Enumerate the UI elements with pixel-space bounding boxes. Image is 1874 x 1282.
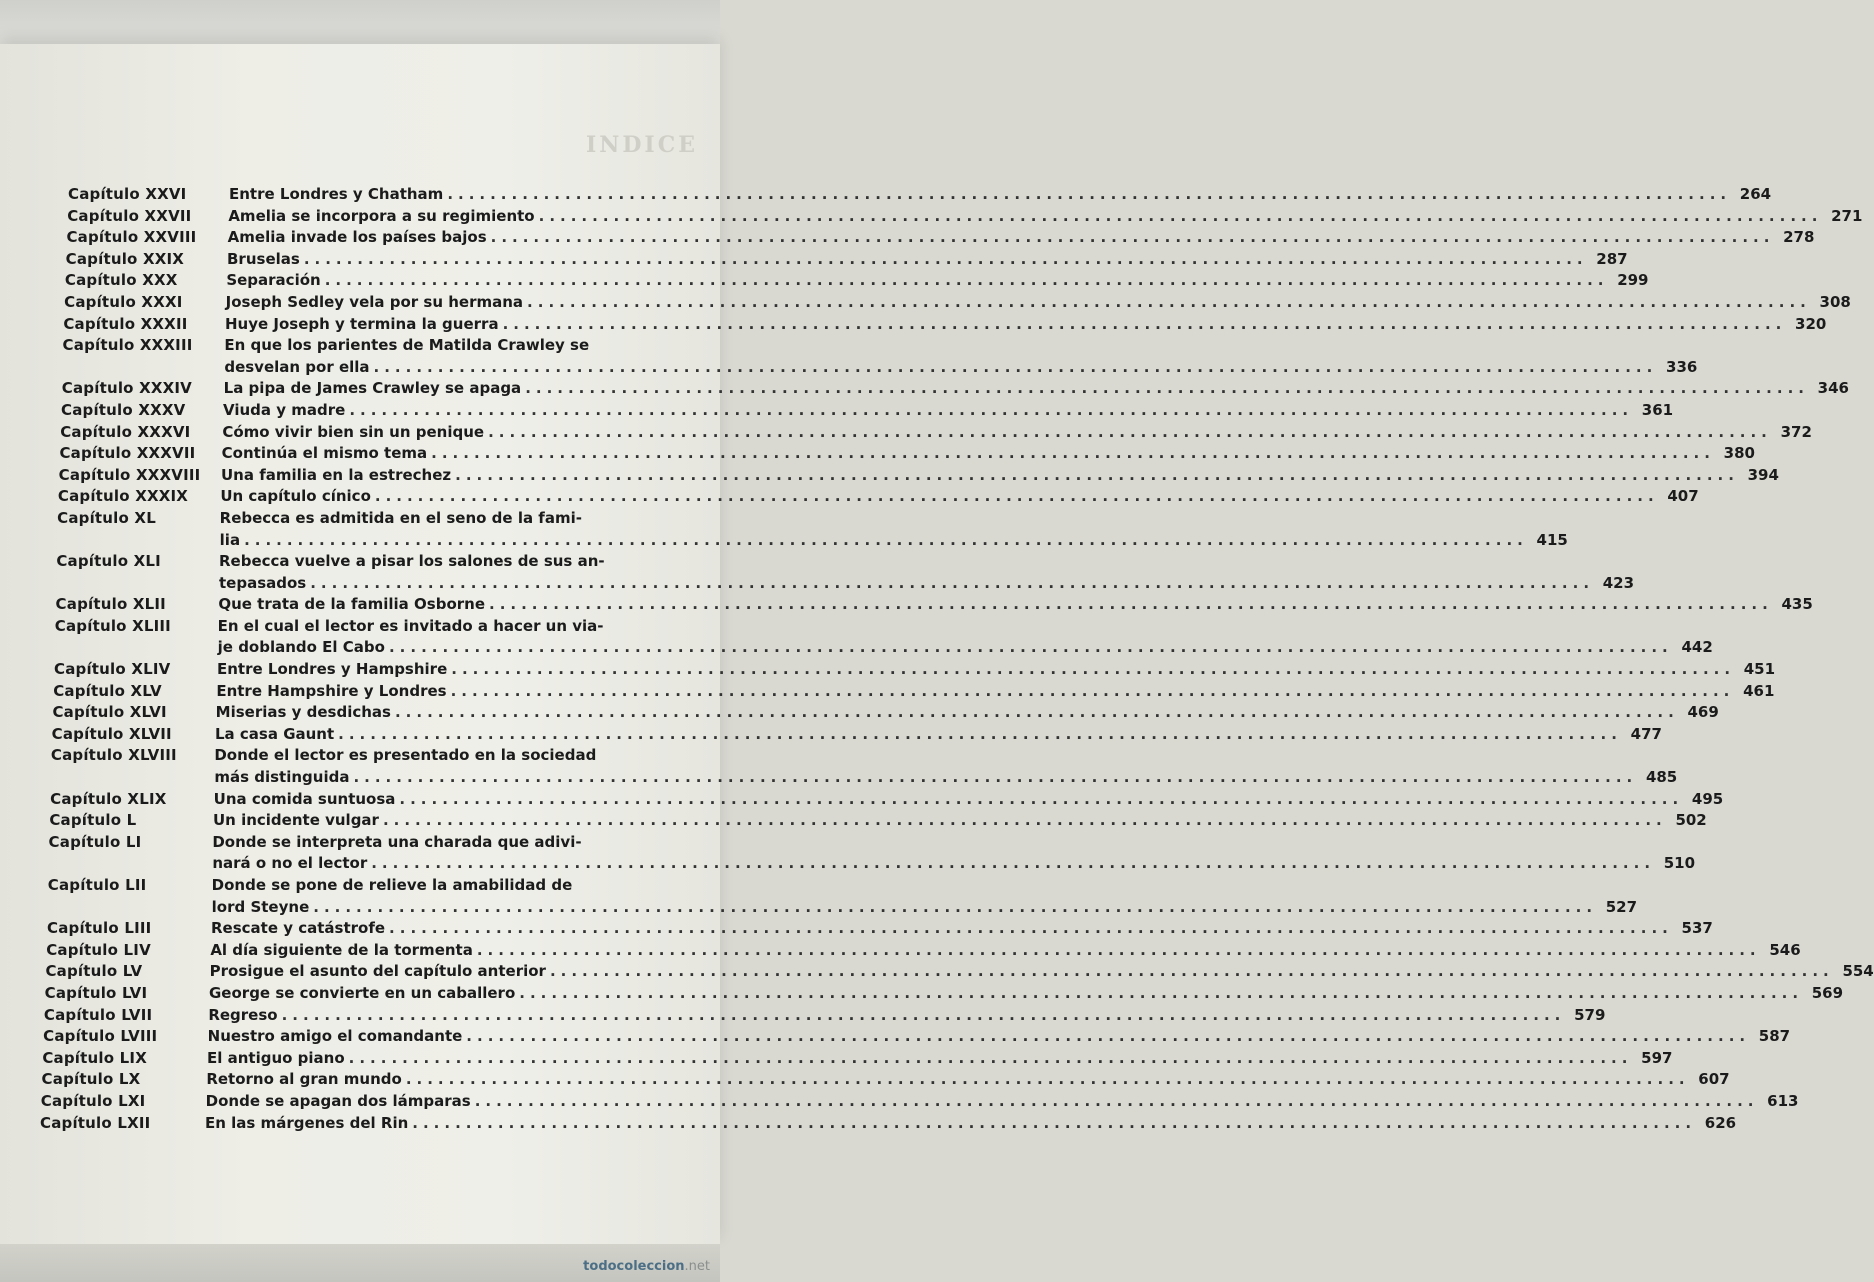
page-number: 372	[1780, 422, 1812, 441]
page-number: 597	[1641, 1048, 1673, 1067]
chapter-number: Capítulo XLIX	[50, 789, 167, 808]
title-line	[220, 508, 660, 530]
page-number: 287	[1596, 249, 1628, 268]
chapter-number: Capítulo XLV	[53, 681, 162, 700]
chapter-title-block	[209, 961, 1874, 983]
page-number: 415	[1536, 530, 1568, 549]
dot-leader: ........................................................................................................................	[281, 1005, 1566, 1024]
page-number: 495	[1691, 789, 1724, 808]
dot-leader: ........................................................................................................................	[451, 660, 1736, 679]
chapter-title-block	[213, 810, 1707, 832]
chapter-title-block	[219, 551, 1635, 594]
page-number: 569	[1811, 983, 1844, 1002]
chapter-number: Capítulo XLIII	[54, 616, 171, 635]
chapter-title: En las márgenes del Rin	[205, 1113, 409, 1132]
page-number: 271	[1831, 206, 1863, 225]
chapter-title-block	[223, 378, 1849, 400]
chapter-number: Capítulo LVIII	[43, 1027, 158, 1046]
chapter-title: Continúa el mismo tema	[221, 444, 428, 463]
dot-leader: ........................................................................................................................	[324, 271, 1609, 290]
chapter-title: En el cual el lector es invitado a hacer un via-	[217, 616, 604, 635]
page-number: 537	[1681, 919, 1713, 938]
toc-entry	[0, 724, 1662, 746]
dot-leader: ........................................................................................................................	[353, 768, 1638, 787]
dot-leader: ........................................................................................................................	[489, 595, 1773, 614]
page-number: 346	[1817, 379, 1849, 398]
dot-leader: ........................................................................................................................	[525, 379, 1809, 398]
page-number: 361	[1641, 400, 1674, 419]
chapter-number: Capítulo XLII	[55, 595, 166, 614]
page-number: 264	[1739, 185, 1772, 203]
page-number: 380	[1723, 444, 1755, 463]
dot-leader: ........................................................................................................................	[474, 1091, 1759, 1110]
chapter-title-block	[214, 745, 1678, 788]
toc-entry	[0, 1048, 1673, 1070]
chapter-title: Que trata de la familia Osborne	[218, 595, 485, 614]
dot-leader: ........................................................................................................................	[527, 292, 1811, 311]
chapter-title: Donde se interpreta una charada que adivi-	[212, 832, 582, 851]
page-number: 527	[1605, 897, 1638, 916]
chapter-number: Capítulo LX	[41, 1070, 141, 1089]
chapter-title: Entre Londres y Hampshire	[217, 660, 448, 679]
page-number: 607	[1698, 1070, 1730, 1089]
chapter-number: Capítulo XLIV	[54, 660, 171, 679]
chapter-number: Capítulo XXX	[64, 271, 178, 290]
chapter-number: Capítulo XXVI	[68, 185, 187, 203]
toc-entry	[0, 1091, 1799, 1113]
watermark-brand: todocoleccion	[583, 1259, 685, 1274]
book-page	[0, 44, 1874, 1244]
page-number: 451	[1743, 660, 1776, 679]
title-line	[207, 1026, 1791, 1048]
chapter-number: Capítulo LV	[45, 962, 143, 981]
toc-entry	[0, 314, 1827, 336]
chapter-title: Amelia invade los países bajos	[227, 228, 487, 247]
chapter-title-block	[211, 918, 1713, 940]
title-line	[212, 875, 659, 897]
chapter-number: Capítulo XXIX	[65, 249, 185, 268]
title-line	[218, 594, 1813, 616]
chapter-title-block	[221, 443, 1755, 465]
page-number: 435	[1781, 595, 1813, 614]
chapter-title: Donde el lector es presentado en la sociedad	[214, 746, 597, 765]
chapter-number: Capítulo XXXIX	[57, 487, 189, 506]
chapter-title: je doblando El Cabo	[217, 638, 385, 657]
chapter-number: Capítulo XL	[57, 508, 156, 527]
title-line	[223, 378, 1849, 400]
chapter-title: Donde se pone de relieve la amabilidad de	[211, 876, 573, 894]
dot-leader: ........................................................................................................................	[388, 638, 1673, 657]
title-line	[208, 1005, 1606, 1027]
page-number: 626	[1704, 1113, 1737, 1132]
chapter-number: Capítulo LII	[47, 876, 147, 894]
chapter-title: Joseph Sedley vela por su hermana	[225, 292, 524, 311]
page-heading: INDICE	[585, 132, 698, 158]
chapter-title-block	[210, 940, 1801, 962]
toc-entry	[0, 270, 1649, 292]
chapter-title: Regreso	[208, 1005, 278, 1024]
dot-leader: ........................................................................................................................	[303, 249, 1588, 268]
title-line	[224, 357, 1698, 379]
page-number: 423	[1602, 573, 1635, 592]
chapter-title-block	[229, 184, 1772, 206]
chapter-title-block	[223, 400, 1674, 422]
title-line	[214, 745, 658, 767]
toc-entry	[0, 400, 1674, 422]
chapter-title: nará o no el lector	[212, 854, 368, 873]
toc-entry	[0, 918, 1713, 940]
title-line	[215, 724, 1662, 746]
title-line	[210, 940, 1801, 962]
title-line	[225, 292, 1851, 314]
chapter-title: desvelan por ella	[224, 357, 370, 376]
page-number: 336	[1666, 357, 1698, 376]
dot-leader: ........................................................................................................................	[399, 789, 1684, 808]
chapter-number: Capítulo XXVII	[67, 206, 192, 225]
chapter-title: La casa Gaunt	[215, 724, 335, 743]
dot-leader: ........................................................................................................................	[405, 1070, 1690, 1089]
chapter-title-block	[225, 292, 1851, 314]
chapter-number: Capítulo XLVIII	[50, 746, 177, 765]
chapter-title-block	[227, 227, 1815, 249]
page-number: 442	[1681, 638, 1713, 657]
chapter-title-block	[207, 1026, 1791, 1048]
title-line	[215, 702, 1719, 724]
chapter-title: En que los parientes de Matilda Crawley se	[224, 336, 590, 355]
toc-entry	[0, 681, 1775, 703]
dot-leader: ........................................................................................................................	[394, 703, 1679, 722]
chapter-title: Una familia en la estrechez	[221, 465, 452, 484]
table-of-contents	[0, 184, 1874, 1134]
chapter-title: Una comida suntuosa	[213, 789, 396, 808]
title-line	[218, 616, 659, 638]
chapter-title: Entre Hampshire y Londres	[216, 681, 447, 700]
toc-entry	[0, 227, 1815, 249]
title-line	[222, 422, 1812, 444]
toc-entry	[0, 940, 1801, 962]
dot-leader: ........................................................................................................................	[338, 724, 1622, 743]
chapter-title: Bruselas	[227, 249, 300, 268]
chapter-title: Un capítulo cínico	[220, 487, 371, 506]
toc-entry	[0, 292, 1851, 314]
chapter-title: más distinguida	[214, 768, 350, 787]
chapter-title: lord Steyne	[211, 897, 310, 916]
chapter-title-block	[211, 875, 1638, 918]
chapter-title-block	[220, 486, 1699, 508]
toc-entry	[0, 443, 1755, 465]
title-line	[217, 637, 1713, 659]
dot-leader: ........................................................................................................................	[490, 228, 1775, 247]
dot-leader: ........................................................................................................................	[244, 530, 1528, 549]
title-line	[225, 314, 1827, 336]
toc-entry	[0, 1005, 1606, 1027]
dot-leader: ........................................................................................................................	[538, 206, 1823, 225]
dot-leader: ........................................................................................................................	[371, 854, 1656, 873]
chapter-title: lia	[219, 530, 241, 549]
chapter-number: Capítulo XXXII	[63, 314, 188, 333]
chapter-number: Capítulo LIV	[46, 940, 151, 959]
title-line	[223, 400, 1674, 422]
title-line	[228, 206, 1863, 228]
chapter-title-block	[212, 832, 1696, 875]
dot-leader: ........................................................................................................................	[373, 357, 1658, 376]
watermark-tld: .net	[684, 1259, 710, 1274]
chapter-number: Capítulo XLVII	[51, 724, 172, 743]
toc-entry	[0, 335, 1698, 378]
dot-leader: ........................................................................................................................	[349, 400, 1634, 419]
dot-leader: ........................................................................................................................	[348, 1048, 1633, 1067]
title-line	[205, 1113, 1737, 1135]
chapter-number: Capítulo XXXVII	[59, 444, 196, 463]
chapter-title: Donde se apagan dos lámparas	[205, 1091, 471, 1110]
dot-leader: ........................................................................................................................	[447, 185, 1732, 203]
dot-leader: ........................................................................................................................	[476, 940, 1761, 959]
watermark	[583, 1259, 710, 1274]
page-number: 469	[1687, 703, 1719, 722]
chapter-number: Capítulo XXXIV	[61, 379, 192, 398]
toc-entry	[0, 702, 1719, 724]
chapter-number: Capítulo LIII	[47, 919, 152, 938]
dot-leader: ........................................................................................................................	[310, 573, 1595, 592]
toc-entry	[0, 659, 1776, 681]
chapter-number: Capítulo XLI	[56, 552, 161, 571]
toc-entry	[0, 1113, 1737, 1135]
toc-entry	[0, 875, 1638, 918]
chapter-number: Capítulo LIX	[42, 1048, 147, 1067]
toc-entry	[0, 551, 1635, 594]
title-line	[219, 551, 659, 573]
chapter-title-block	[207, 1048, 1673, 1070]
title-line	[214, 767, 1678, 789]
toc-entry	[0, 1069, 1730, 1091]
chapter-title-block	[208, 1005, 1606, 1027]
chapter-title: tepasados	[219, 573, 307, 592]
page-number: 320	[1795, 314, 1827, 333]
chapter-title: George se convierte en un caballero	[209, 983, 516, 1002]
title-line	[217, 659, 1776, 681]
chapter-title-block	[222, 422, 1812, 444]
toc-entry	[0, 378, 1849, 400]
page-number: 461	[1743, 681, 1775, 700]
page-number: 477	[1630, 724, 1662, 743]
page-number: 407	[1667, 487, 1699, 506]
toc-entry	[0, 486, 1699, 508]
toc-entry	[0, 810, 1707, 832]
title-line	[221, 465, 1779, 487]
chapter-number: Capítulo XXXVIII	[58, 465, 201, 484]
title-line	[216, 681, 1775, 703]
chapter-number: Capítulo LVII	[43, 1005, 153, 1024]
chapter-number: Capítulo XXXIII	[62, 336, 193, 355]
page-number: 394	[1747, 465, 1779, 484]
page-number: 485	[1645, 768, 1678, 787]
chapter-number: Capítulo XXXI	[64, 292, 183, 311]
chapter-title: Al día siguiente de la tormenta	[210, 940, 473, 959]
toc-entry	[0, 594, 1813, 616]
dot-leader: ........................................................................................................................	[455, 465, 1739, 484]
title-line	[226, 270, 1649, 292]
title-line	[213, 789, 1724, 811]
chapter-title-block	[215, 702, 1719, 724]
chapter-title-block	[227, 249, 1628, 271]
title-line	[227, 249, 1628, 271]
dot-leader: ........................................................................................................................	[488, 422, 1772, 441]
chapter-title-block	[215, 724, 1662, 746]
toc-entry	[0, 745, 1678, 788]
page-number: 554	[1842, 962, 1874, 981]
title-line	[227, 227, 1815, 249]
page-number: 510	[1663, 854, 1696, 873]
chapter-title-block	[225, 314, 1827, 336]
chapter-number: Capítulo LVI	[44, 983, 148, 1002]
chapter-title-block	[219, 508, 1568, 551]
title-line	[213, 810, 1707, 832]
toc-entry	[0, 789, 1724, 811]
chapter-number: Capítulo XXVIII	[66, 228, 197, 247]
chapter-title: Cómo vivir bien sin un penique	[222, 422, 485, 441]
page-number: 308	[1819, 292, 1851, 311]
title-line	[209, 961, 1874, 983]
chapter-title-block	[224, 335, 1698, 378]
page-number: 613	[1767, 1091, 1799, 1110]
title-line	[212, 853, 1696, 875]
dot-leader: ........................................................................................................................	[519, 983, 1804, 1002]
chapter-title: Prosigue el asunto del capítulo anterior	[209, 962, 546, 981]
chapter-number: Capítulo XLVI	[52, 703, 167, 722]
chapter-title-block	[205, 1113, 1737, 1135]
chapter-number: Capítulo L	[49, 811, 137, 830]
page-number: 278	[1783, 228, 1815, 247]
chapter-title: Entre Londres y Chatham	[229, 185, 444, 203]
chapter-number: Capítulo XXXVI	[60, 422, 191, 441]
toc-entry	[0, 1026, 1791, 1048]
chapter-title-block	[221, 465, 1779, 487]
dot-leader: ........................................................................................................................	[313, 897, 1598, 916]
title-line	[205, 1091, 1799, 1113]
page-number: 502	[1675, 811, 1707, 830]
chapter-title: Rebecca vuelve a pisar los salones de sus an-	[219, 552, 605, 571]
chapter-title-block	[216, 681, 1775, 703]
page-number: 546	[1769, 940, 1801, 959]
dot-leader: ........................................................................................................................	[466, 1027, 1751, 1046]
chapter-title: Miserias y desdichas	[215, 703, 391, 722]
title-line	[206, 1069, 1730, 1091]
chapter-title: Nuestro amigo el comandante	[207, 1027, 463, 1046]
toc-entry	[0, 961, 1874, 983]
chapter-title: Rebecca es admitida en el seno de la fami-	[219, 508, 582, 527]
chapter-title-block	[228, 206, 1863, 228]
toc-entry	[0, 983, 1844, 1005]
toc-entry	[0, 249, 1628, 271]
toc-entry	[0, 422, 1812, 444]
chapter-number: Capítulo LXII	[40, 1113, 151, 1132]
chapter-title-block	[213, 789, 1724, 811]
chapter-title: Viuda y madre	[223, 400, 346, 419]
title-line	[212, 832, 658, 854]
title-line	[221, 443, 1755, 465]
title-line	[224, 335, 659, 357]
title-line	[211, 897, 1638, 919]
chapter-title: El antiguo piano	[207, 1048, 345, 1067]
title-line	[220, 486, 1699, 508]
toc-entry	[0, 465, 1779, 487]
chapter-number: Capítulo LI	[48, 832, 142, 851]
title-line	[219, 573, 1635, 595]
dot-leader: ........................................................................................................................	[374, 487, 1659, 506]
chapter-title: Huye Joseph y termina la guerra	[225, 314, 499, 333]
dot-leader: ........................................................................................................................	[382, 811, 1667, 830]
chapter-title-block	[217, 616, 1713, 659]
toc-entry	[0, 184, 1772, 206]
chapter-title-block	[205, 1091, 1799, 1113]
chapter-title-block	[206, 1069, 1730, 1091]
chapter-title: Separación	[226, 271, 321, 290]
dot-leader: ........................................................................................................................	[389, 919, 1673, 938]
title-line	[209, 983, 1844, 1005]
toc-entry	[0, 616, 1713, 659]
toc-entry	[0, 206, 1863, 228]
chapter-number: Capítulo LXI	[40, 1091, 146, 1110]
dot-leader: ........................................................................................................................	[502, 314, 1787, 333]
chapter-title-block	[217, 659, 1776, 681]
dot-leader: ........................................................................................................................	[549, 962, 1834, 981]
title-line	[219, 530, 1568, 552]
dot-leader: ........................................................................................................................	[412, 1113, 1697, 1132]
dot-leader: ........................................................................................................................	[431, 444, 1715, 463]
page-number: 587	[1758, 1027, 1791, 1046]
title-line	[229, 184, 1772, 206]
chapter-title: La pipa de James Crawley se apaga	[223, 379, 522, 398]
chapter-number: Capítulo XXXV	[61, 400, 186, 419]
chapter-title-block	[209, 983, 1844, 1005]
toc-entry	[0, 508, 1568, 551]
chapter-title: Amelia se incorpora a su regimiento	[228, 206, 535, 225]
toc-entry	[0, 832, 1696, 875]
chapter-title: Un incidente vulgar	[213, 811, 379, 830]
title-line	[207, 1048, 1673, 1070]
page-number: 579	[1574, 1005, 1606, 1024]
chapter-title: Rescate y catástrofe	[211, 919, 386, 938]
chapter-title: Retorno al gran mundo	[206, 1070, 402, 1089]
page-number: 299	[1617, 271, 1649, 290]
chapter-title-block	[226, 270, 1649, 292]
chapter-title-block	[218, 594, 1813, 616]
title-line	[211, 918, 1713, 940]
dot-leader: ........................................................................................................................	[450, 681, 1735, 700]
